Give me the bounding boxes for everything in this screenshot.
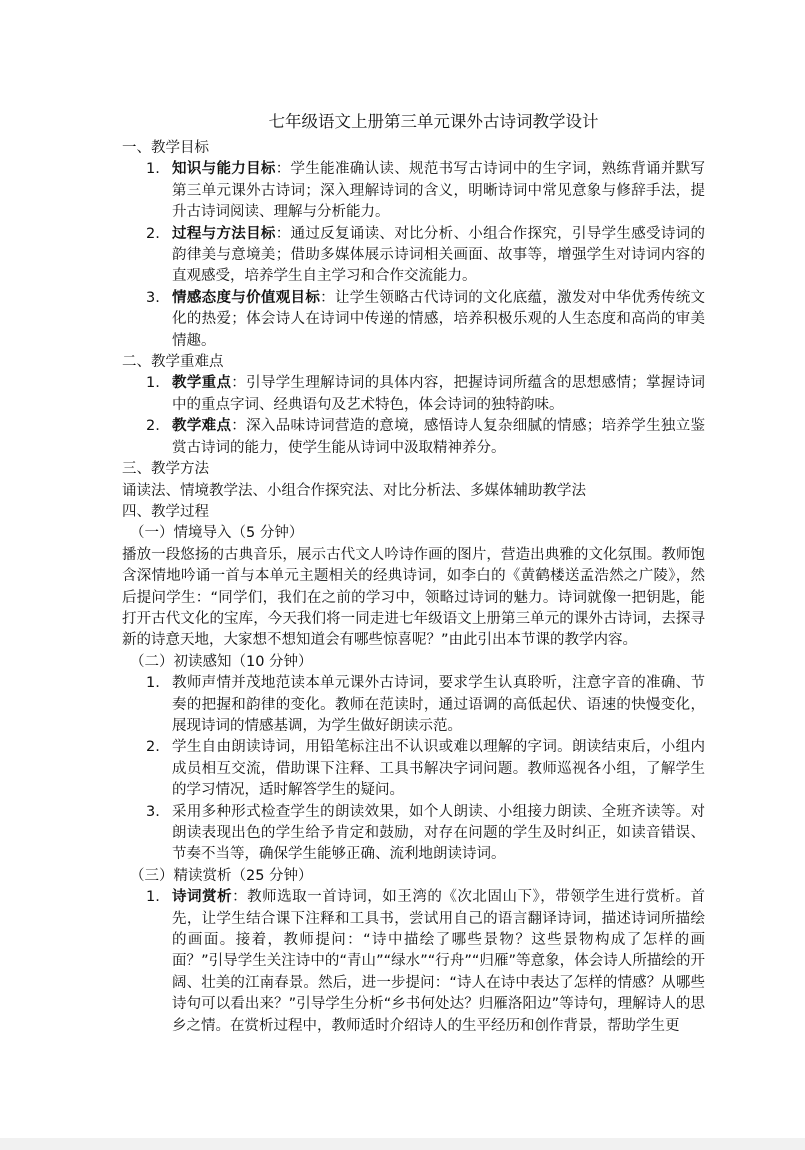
first-reading-list — [122, 673, 705, 866]
list-item: 1. 教师声情并茂地范读本单元课外古诗词，要求学生认真聆听，注意字音的准确、节奏的把握和韵律的变化。教师在范读时，通过语调的高低起伏、语速的快慢变化，展现诗词的情感基调，为学生做好朗读示范。 — [146, 675, 705, 734]
intro-paragraph: 播放一段悠扬的古典音乐，展示古代文人吟诗作画的图片，营造出典雅的文化氛围。教师饱含深情地吟诵一首与本单元主题相关的经典诗词，如李白的《黄鹤楼送孟浩然之广陵》，然后提问学生：“同学们，我们在之前的学习中，领略过诗词的魅力。诗词就像一把钥匙，能打开古代文化的宝库，今天我们将一同走进七年级语文上册第三单元的课外古诗词，去探寻新的诗意天地，大家想不想知道会有哪些惊喜呢？”由此引出本节课的教学内容。 — [122, 546, 705, 649]
section-heading-methods: 三、教学方法 — [122, 461, 209, 478]
close-reading-list — [122, 887, 705, 1037]
list-item: 1. 知识与能力目标：学生能准确认读、规范书写古诗词中的生字词，熟练背诵并默写第三单元课外古诗词；深入理解诗词的含义，明晰诗词中常见意象与修辞手法，提升古诗词阅读、理解与分析能力。 — [146, 161, 706, 221]
subsection-heading-first-reading: （二）初读感知（10 分钟） — [130, 653, 313, 670]
section-heading-process: 四、教学过程 — [122, 503, 209, 520]
list-item: 1. 教学重点：引导学生理解诗词的具体内容，把握诗词所蕴含的思想感情；掌握诗词中的重点字词、经典语句及艺术特色，体会诗词的独特韵味。 — [146, 375, 706, 413]
list-item: 3. 情感态度与价值观目标：让学生领略古代诗词的文化底蕴，激发对中华优秀传统文化的热爱；体会诗人在诗词中传递的情感，培养积极乐观的人生态度和高尚的审美情趣。 — [146, 289, 706, 349]
methods-text: 诵读法、情境教学法、小组合作探究法、对比分析法、多媒体辅助教学法 — [122, 482, 586, 499]
subsection-heading-intro: （一）情境导入（5 分钟） — [130, 525, 304, 542]
key-points-list — [122, 373, 705, 459]
section-heading-key-points: 二、教学重难点 — [122, 354, 224, 371]
objectives-list — [122, 159, 705, 352]
list-item: 2. 过程与方法目标：通过反复诵读、对比分析、小组合作探究，引导学生感受诗词的韵律美与意境美；借助多媒体展示诗词相关画面、故事等，增强学生对诗词内容的直观感受，培养学生自主学习和合作交流能力。 — [146, 225, 706, 285]
document-title: 七年级语文上册第三单元课外古诗词教学设计 — [268, 112, 599, 131]
list-item: 3. 采用多种形式检查学生的朗读效果，如个人朗读、小组接力朗读、全班齐读等。对朗读表现出色的学生给予肯定和鼓励，对存在问题的学生及时纠正，如读音错误、节奏不当等，确保学生能够正确、流利地朗读诗词。 — [146, 803, 705, 863]
list-item: 2. 教学难点：深入品味诗词营造的意境，感悟诗人复杂细腻的情感；培养学生独立鉴赏古诗词的能力，使学生能从诗词中汲取精神养分。 — [146, 418, 706, 456]
section-heading-objectives: 一、教学目标 — [122, 140, 209, 156]
subsection-heading-close-reading: （三）精读赏析（25 分钟） — [130, 867, 313, 884]
list-item: 2. 学生自由朗读诗词，用铅笔标注出不认识或难以理解的字词。朗读结束后，小组内成员相互交流，借助课下注释、工具书解决字词问题。教师巡视各小组，了解学生的学习情况，适时解答学生的疑问。 — [146, 739, 705, 799]
list-item: 1. 诗词赏析：教师选取一首诗词，如王湾的《次北固山下》，带领学生进行赏析。首先，让学生结合课下注释和工具书，尝试用自己的语言翻译诗词，描述诗词所描绘的画面。接着，教师提问：“诗中描绘了哪些景物？这些景物构成了怎样的画面？”引导学生关注诗中的“青山”“绿水”“行舟”“归雁”等意象，体会诗人所描绘的开阔、壮美的江南春景。然后，进一步提问：“诗人在诗中表达了怎样的情感？从哪些诗句可以看出来？”引导学生分析“乡书何处达？归雁洛阳边”等诗句，理解诗人的思乡之情。在赏析过程中，教师适时介绍诗人的生平经历和创作背景，帮助学生更 — [146, 889, 706, 1034]
